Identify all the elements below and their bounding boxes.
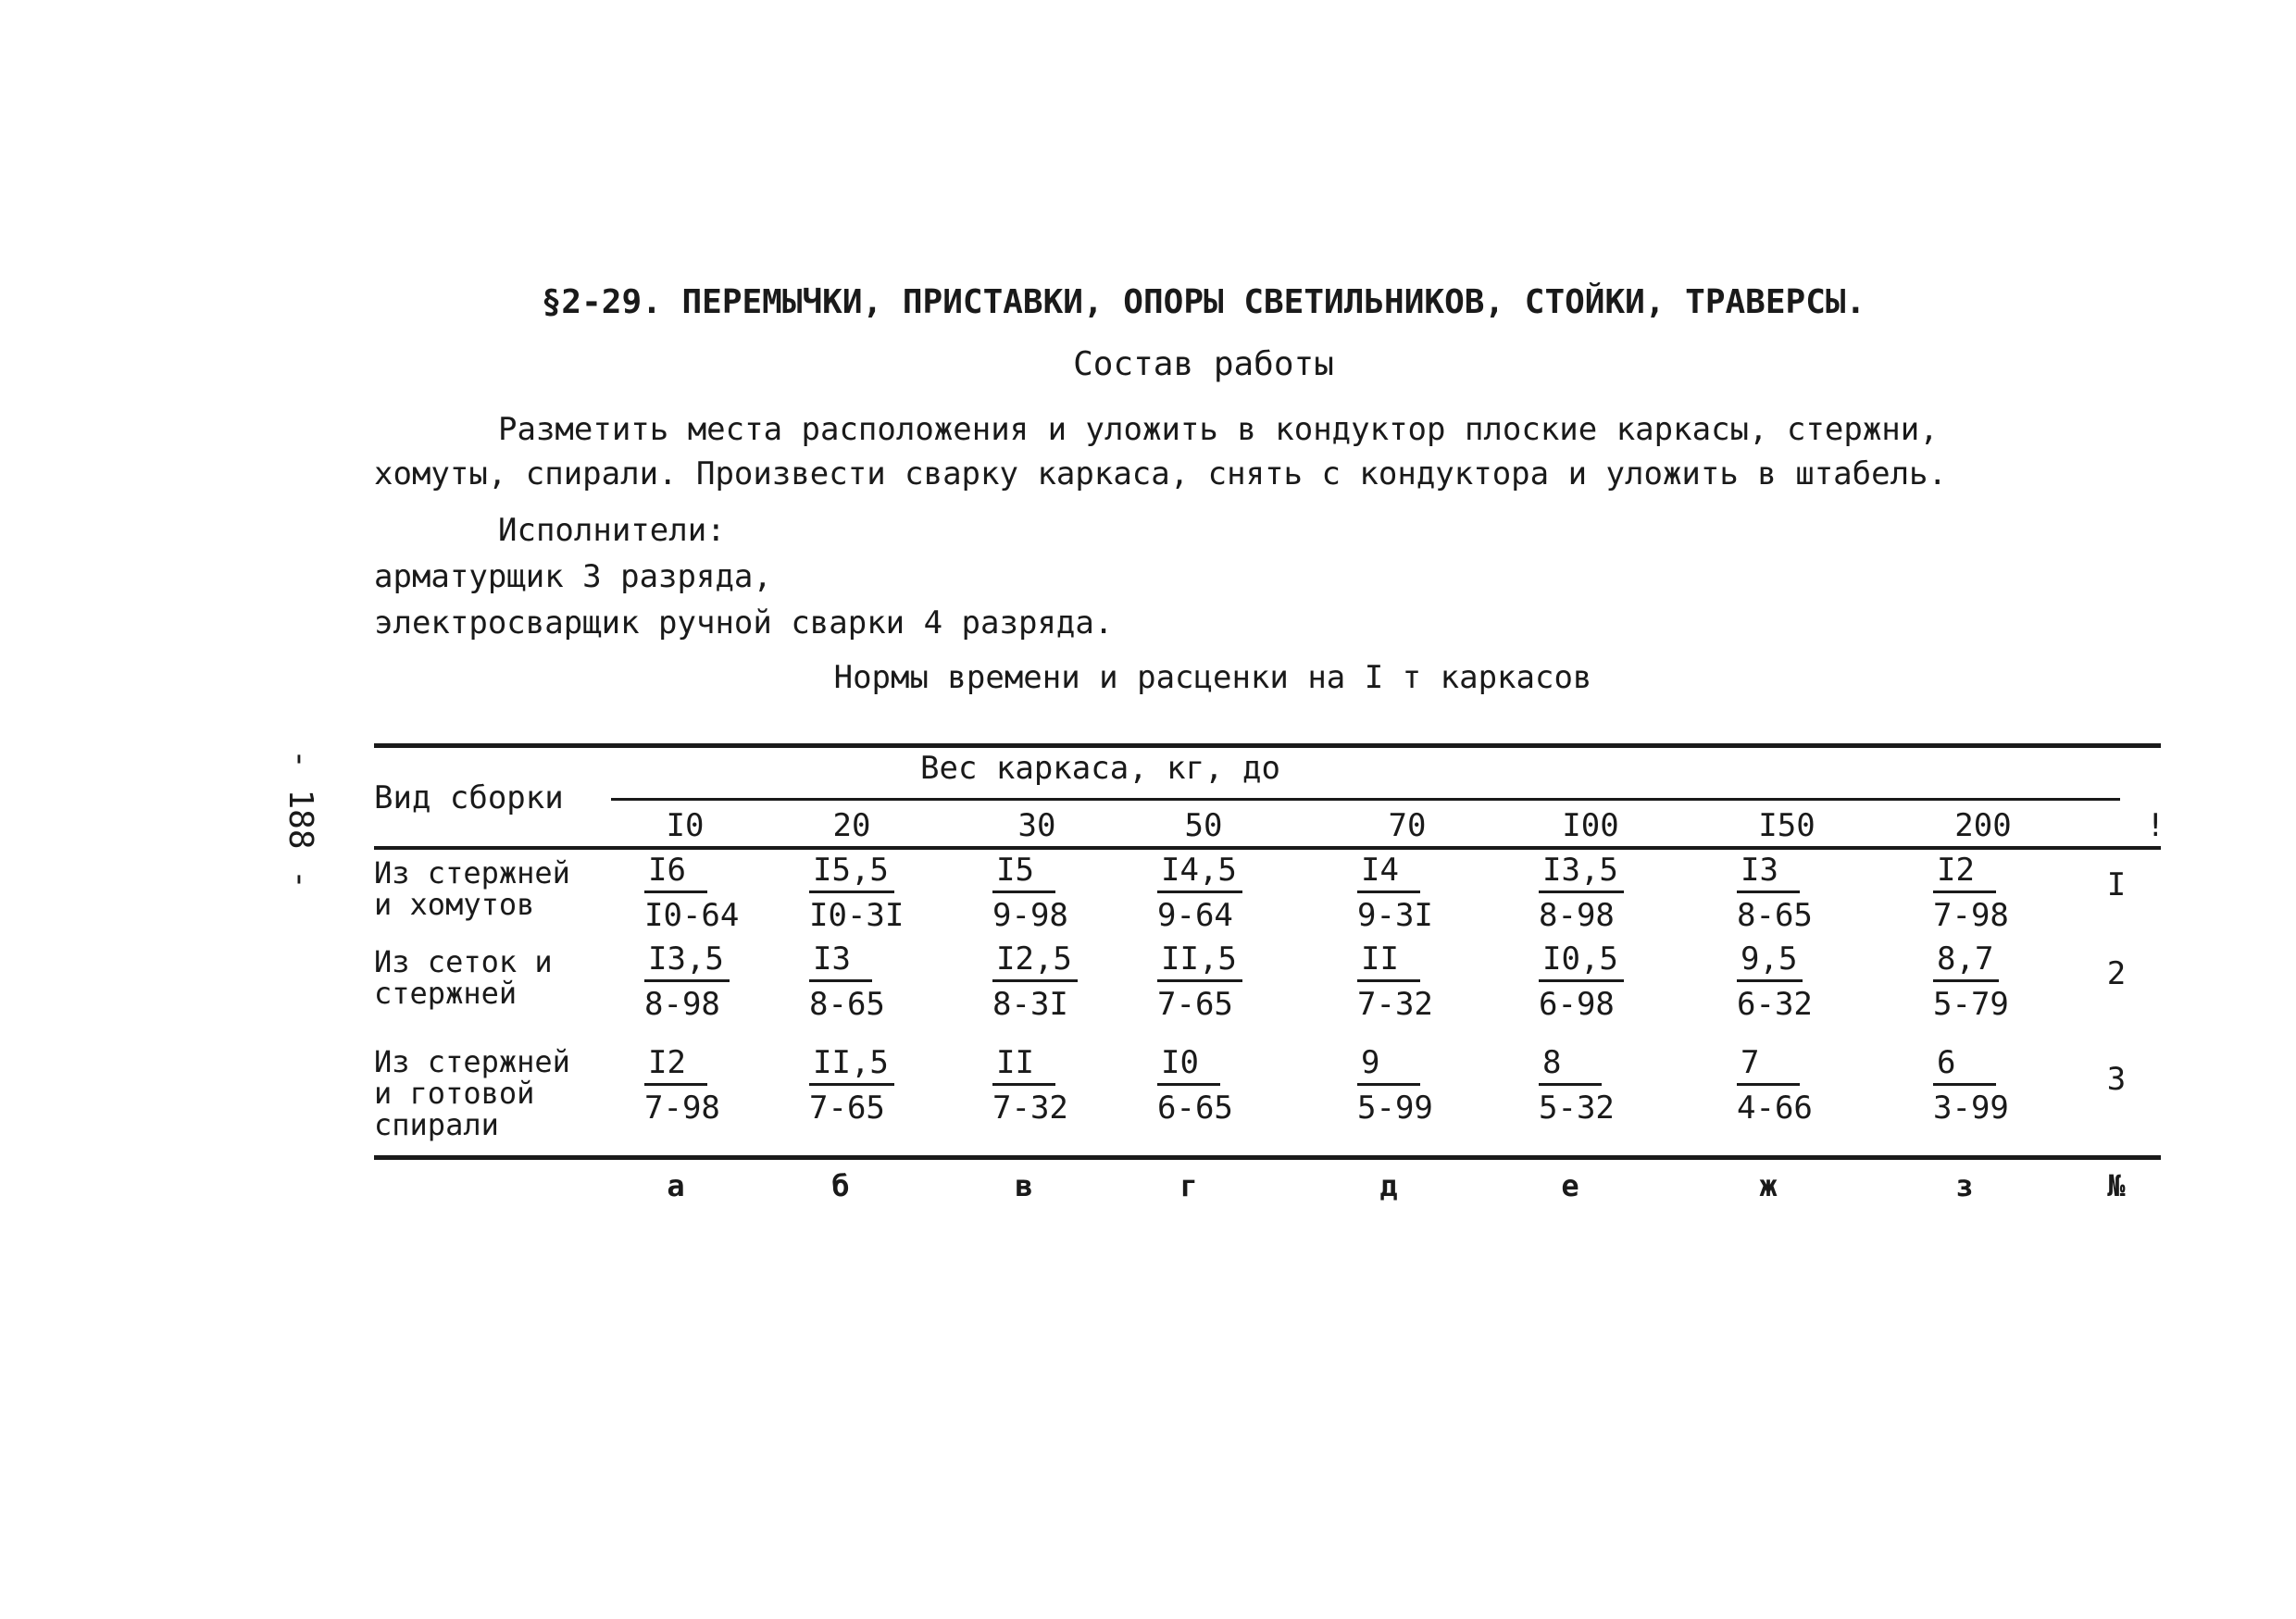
row-index: 2: [2106, 955, 2127, 992]
norm-price-cell: [1933, 1044, 2063, 1127]
norm-price-cell: [809, 940, 939, 1023]
performers-block: [374, 507, 1113, 646]
time-norm: 8,7: [1933, 940, 1999, 982]
row-index: 3: [2106, 1061, 2127, 1098]
price: 5-99: [1357, 1090, 1433, 1127]
time-norm: I3: [1737, 852, 1800, 893]
time-norm: I5: [992, 852, 1055, 893]
price: 7-65: [1157, 986, 1233, 1023]
column-header: 30: [1017, 807, 1056, 844]
table-header-rule: [611, 798, 2120, 801]
time-norm: 8: [1539, 1044, 1602, 1086]
price: 6-32: [1737, 986, 1813, 1023]
section-title: §2-29. ПЕРЕМЫЧКИ, ПРИСТАВКИ, ОПОРЫ СВЕТИЛЬНИКОВ, СТОЙКИ, ТРАВЕРСЫ.: [541, 283, 1866, 321]
price: 9-3I: [1357, 897, 1433, 934]
norm-price-cell: [1539, 852, 1668, 934]
row-index: I: [2106, 866, 2127, 903]
table-body-rule: [374, 846, 2161, 850]
time-norm: 6: [1933, 1044, 1996, 1086]
norm-price-cell: [1737, 1044, 1866, 1127]
column-header: I0: [666, 807, 705, 844]
time-norm: II: [992, 1044, 1055, 1086]
norm-price-cell: [809, 852, 939, 934]
row-label: Из сеток и стержней: [374, 944, 553, 1011]
frame-weight-header: Вес каркаса, кг, до: [920, 750, 1280, 787]
price: 9-64: [1157, 897, 1233, 934]
price: 7-65: [809, 1090, 885, 1127]
time-norm: I6: [644, 852, 707, 893]
price: 9-98: [992, 897, 1068, 934]
column-letter: в: [1015, 1168, 1033, 1203]
price: 7-98: [644, 1090, 720, 1127]
row-label: Из стержней и готовой спирали: [374, 1044, 570, 1142]
work-description: [374, 407, 2040, 496]
price: 6-98: [1539, 986, 1615, 1023]
work-description-text: Разметить места расположения и уложить в кондуктор плоские каркасы, стержни, хомуты, спирали. Произвести сварку каркаса, снять с кондуктора и уложить в штабель.: [374, 411, 1947, 492]
column-letter: д: [1379, 1168, 1398, 1203]
time-norm: I2: [1933, 852, 1996, 893]
norm-price-cell: [1357, 940, 1487, 1023]
price: 3-99: [1933, 1090, 2009, 1127]
column-header: I00: [1562, 807, 1619, 844]
index-column-mark: №: [2107, 1168, 2126, 1203]
price: 4-66: [1737, 1090, 1813, 1127]
table-caption: Нормы времени и расценки на I т каркасов: [833, 659, 1592, 696]
performer-line: электросварщик ручной сварки 4 разряда.: [374, 604, 1114, 641]
norm-price-cell: [1157, 940, 1287, 1023]
price: 8-98: [644, 986, 720, 1023]
norm-price-cell: [1737, 940, 1866, 1023]
norm-price-cell: [644, 1044, 774, 1127]
column-letter: б: [831, 1168, 850, 1203]
norm-price-cell: [1539, 1044, 1668, 1127]
price: 7-32: [992, 1090, 1068, 1127]
price: 8-65: [809, 986, 885, 1023]
time-norm: I0,5: [1539, 940, 1624, 982]
time-norm: II: [1357, 940, 1420, 982]
time-norm: I0: [1157, 1044, 1220, 1086]
time-norm: II,5: [809, 1044, 894, 1086]
time-norm: I3,5: [1539, 852, 1624, 893]
time-norm: I4,5: [1157, 852, 1242, 893]
price: 8-3I: [992, 986, 1068, 1023]
assembly-type-header: Вид сборки: [374, 779, 564, 816]
price: 6-65: [1157, 1090, 1233, 1127]
norm-price-cell: [1357, 1044, 1487, 1127]
norm-price-cell: [1157, 852, 1287, 934]
time-norm: I3: [809, 940, 872, 982]
price: 5-79: [1933, 986, 2009, 1023]
column-header: 50: [1184, 807, 1223, 844]
norm-price-cell: [644, 940, 774, 1023]
time-norm: I2: [644, 1044, 707, 1086]
column-letter: з: [1955, 1168, 1974, 1203]
price: 8-98: [1539, 897, 1615, 934]
norm-price-cell: [1737, 852, 1866, 934]
price: 7-32: [1357, 986, 1433, 1023]
price: 8-65: [1737, 897, 1813, 934]
norm-price-cell: [992, 852, 1122, 934]
column-letter: ж: [1759, 1168, 1778, 1203]
time-norm: 9,5: [1737, 940, 1803, 982]
norm-price-cell: [1539, 940, 1668, 1023]
time-norm: I4: [1357, 852, 1420, 893]
time-norm: 7: [1737, 1044, 1800, 1086]
last-column-mark: !: [2146, 807, 2165, 844]
time-norm: I2,5: [992, 940, 1078, 982]
time-norm: 9: [1357, 1044, 1420, 1086]
table-top-rule: [374, 743, 2161, 748]
norm-price-cell: [644, 852, 774, 934]
norm-price-cell: [1933, 940, 2063, 1023]
column-header: 20: [832, 807, 871, 844]
norm-price-cell: [1357, 852, 1487, 934]
performer-line: арматурщик 3 разряда,: [374, 558, 772, 595]
section-heading: Состав работы: [1073, 345, 1334, 383]
price: 7-98: [1933, 897, 2009, 934]
column-letter: г: [1179, 1168, 1198, 1203]
price: 5-32: [1539, 1090, 1615, 1127]
table-bottom-rule: [374, 1155, 2161, 1160]
time-norm: I5,5: [809, 852, 894, 893]
norm-price-cell: [992, 940, 1122, 1023]
column-header: 70: [1388, 807, 1427, 844]
column-header: 200: [1954, 807, 2012, 844]
column-header: I50: [1758, 807, 1816, 844]
norm-price-cell: [1933, 852, 2063, 934]
time-norm: II,5: [1157, 940, 1242, 982]
column-letter: е: [1561, 1168, 1579, 1203]
row-label: Из стержней и хомутов: [374, 855, 570, 922]
price: I0-3I: [809, 897, 905, 934]
price: I0-64: [644, 897, 740, 934]
norm-price-cell: [809, 1044, 939, 1127]
column-letter: а: [667, 1168, 685, 1203]
norm-price-cell: [1157, 1044, 1287, 1127]
norm-price-cell: [992, 1044, 1122, 1127]
page-number: - 188 -: [281, 749, 320, 890]
time-norm: I3,5: [644, 940, 730, 982]
performers-heading: Исполнители:: [498, 512, 726, 549]
